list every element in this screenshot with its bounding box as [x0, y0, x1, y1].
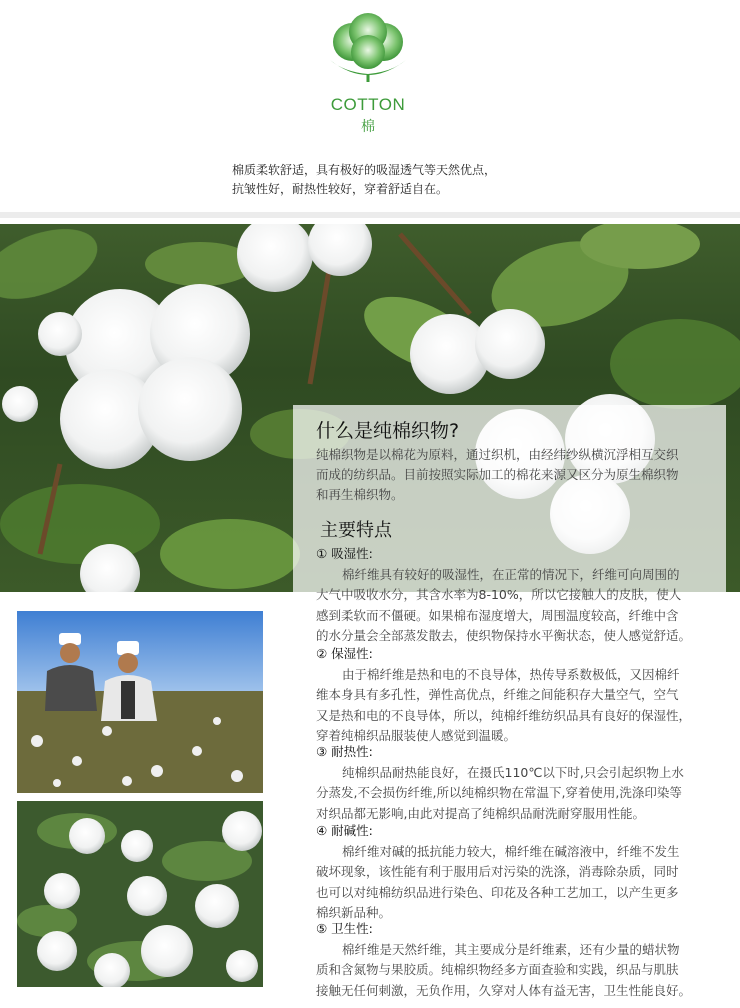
paragraph-line: 纯棉织物是以棉花为原料，通过织机，由经纬纱纵横沉浮相互交织 [316, 447, 679, 462]
intro-text [232, 161, 532, 199]
feature-line: 也可以对纯棉纺织品进行染色、印花及各种工艺加工，以产生更多 [316, 884, 679, 900]
feature-title: ⑤ 卫生性: [316, 921, 373, 936]
logo-text-en: COTTON [330, 95, 406, 114]
workers-picking-cotton-photo [17, 611, 263, 793]
feature-moisture-absorption [316, 544, 720, 647]
cotton-closeup-image [17, 801, 263, 987]
feature-title: ② 保湿性: [316, 646, 373, 661]
feature-moisture-retention [316, 644, 720, 747]
paragraph-line: 和再生棉织物。 [316, 487, 404, 502]
feature-line: 由于棉纤维是热和电的不良导体，热传导系数极低，又因棉纤 [342, 666, 680, 682]
logo-text-zh: 棉 [361, 119, 375, 135]
feature-line: 分蒸发,不会损伤纤维,所以纯棉织物在常温下,穿着使用,洗涤印染等 [316, 785, 682, 800]
feature-line: 对织品都无影响,由此对提高了纯棉织品耐洗耐穿服用性能。 [316, 805, 645, 821]
paragraph-line: 而成的纺织品。目前按照实际加工的棉花来源又区分为原生棉织物 [316, 467, 679, 482]
feature-line: 质和含氮物与果胶质。纯棉织物经多方面查验和实践，织品与肌肤 [316, 962, 679, 977]
feature-line: 又是热和电的不良导体，所以，纯棉纤维纺织品具有良好的保湿性， [316, 707, 692, 723]
feature-line: 穿着纯棉织品服装使人感觉到温暖。 [316, 728, 517, 743]
intro-line: 棉质柔软舒适，具有极好的吸湿透气等天然优点， [232, 163, 497, 177]
workers-image [17, 611, 263, 793]
feature-line: 棉织新品种。 [316, 905, 392, 920]
feature-line: 大气中吸收水分，其含水率为8-10%，所以它接触人的皮肤，使人 [316, 587, 682, 602]
feature-alkali-resistance [316, 821, 720, 924]
feature-title: ④ 耐碱性: [316, 823, 373, 838]
feature-title: ① 吸湿性: [316, 546, 373, 561]
feature-heat-resistance [316, 742, 720, 824]
feature-line: 破坏现象，该性能有利于服用后对污染的洗涤，消毒除杂质，同时 [316, 864, 679, 879]
intro-line: 抗皱性好，耐热性较好，穿着舒适自在。 [232, 182, 449, 196]
feature-line: 纯棉织品耐热能良好，在摄氏110℃以下时,只会引起织物上水 [342, 764, 684, 780]
feature-line: 接触无任何刺激，无负作用，久穿对人体有益无害，卫生性能良好。 [316, 982, 692, 998]
feature-line: 维本身具有多孔性，弹性高优点，纤维之间能积存大量空气，空气 [316, 687, 679, 702]
feature-hygiene [316, 919, 720, 1001]
feature-line: 棉纤维对碱的抵抗能力较大，棉纤维在碱溶液中，纤维不发生 [342, 843, 680, 859]
section-title-main-features: 主要特点 [320, 520, 392, 541]
feature-title: ③ 耐热性: [316, 744, 373, 759]
feature-line: 的水分量会全部蒸发散去，使织物保持水平衡状态，使人感觉舒适。 [316, 628, 692, 643]
feature-line: 棉纤维是天然纤维，其主要成分是纤维素，还有少量的蜡状物 [342, 941, 680, 957]
feature-line: 感到柔软而不僵硬。如果棉布湿度增大，周围温度较高，纤维中含 [316, 607, 679, 623]
cotton-logo-icon [322, 12, 414, 84]
section-title-what-is: 什么是纯棉织物? [316, 420, 460, 442]
what-is-paragraph [316, 445, 720, 505]
divider [0, 212, 740, 218]
feature-line: 棉纤维具有较好的吸湿性，在正常的情况下，纤维可向周围的 [342, 566, 680, 582]
cotton-field-closeup-photo [17, 801, 263, 987]
